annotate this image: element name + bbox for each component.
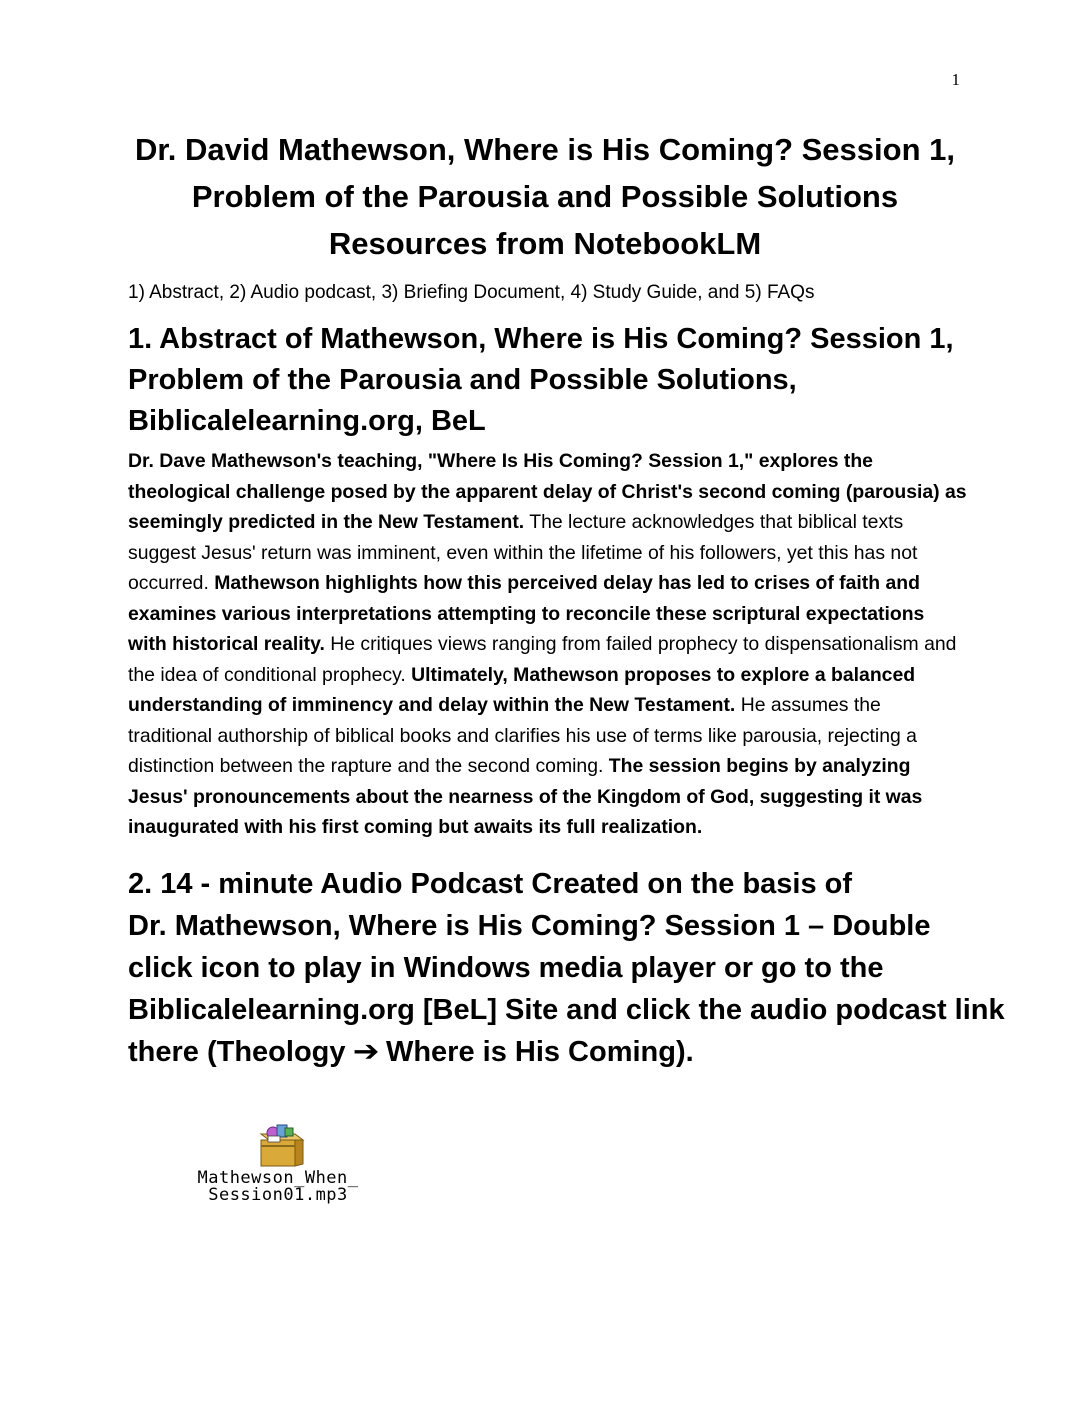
heading-line: 1. Abstract of Mathewson, Where is His Coming? Session 1, [128,323,954,355]
abstract-text: He assumes the traditional authorship of biblical books and clarifies his use of terms like parousia, rejecting a distinction between the rapture and the second coming. [128,694,917,777]
page-title [128,126,962,267]
heading-line: click icon to play in Windows media player or go to the [128,951,884,984]
heading-line: Dr. Mathewson, Where is His Coming? Session 1 – Double [128,909,931,942]
section-1-heading [128,319,962,442]
audio-file-attachment[interactable] [128,1120,428,1205]
heading-line: Problem of the Parousia and Possible Solutions, [128,364,797,396]
heading-line [128,1031,962,1073]
abstract-bold-text: Mathewson highlights how this perceived delay has led to crises of faith and examines various interpretations attempting to reconcile these scriptural expectations with historical reality. [128,572,925,655]
title-line: Dr. David Mathewson, Where is His Coming? Session 1, [135,132,955,167]
title-line: Problem of the Parousia and Possible Solutions [191,179,899,214]
abstract-text: The lecture acknowledges that biblical texts suggest Jesus' return was imminent, even within the lifetime of his followers, yet this has not occurred. [128,511,918,594]
audio-file-name[interactable]: Mathewson_When_ [197,1168,359,1188]
abstract-bold-text: The session begins by analyzing Jesus' pronouncements about the nearness of the Kingdom of God, suggesting it was inaugurated with his first coming but awaits its full realization. [128,755,923,838]
title-line: Resources from NotebookLM [328,226,762,261]
heading-line: Biblicalelearning.org [BeL] Site and click the audio podcast link [128,993,1005,1026]
package-icon[interactable] [233,1120,323,1170]
section-2-heading [128,863,1005,1073]
document-body [128,126,1005,1073]
audio-file-name[interactable]: Session01.mp3 [208,1185,348,1205]
heading-text: Where is His Coming). [377,1035,694,1068]
heading-text: there (Theology [128,1035,354,1068]
page-number: 1 [951,70,960,89]
contents-line: 1) Abstract, 2) Audio podcast, 3) Briefing Document, 4) Study Guide, and 5) FAQs [128,282,815,303]
right-arrow-icon: ➔ [352,1035,380,1068]
heading-line: 2. 14 - minute Audio Podcast Created on the basis of [128,867,853,900]
abstract-paragraph [128,446,968,843]
abstract-bold-text: Ultimately, Mathewson proposes to explore a balanced understanding of imminency and delay within the New Testament. [128,663,916,716]
abstract-text: He critiques views ranging from failed prophecy to dispensationalism and the idea of conditional prophecy. [128,633,957,686]
abstract-bold-text: Dr. Dave Mathewson's teaching, "Where Is His Coming? Session 1," explores the theological challenge posed by the apparent delay of Christ's second coming (parousia) as seemingly predicted in the New Testament. [128,450,967,533]
heading-line: Biblicalelearning.org, BeL [128,405,486,437]
